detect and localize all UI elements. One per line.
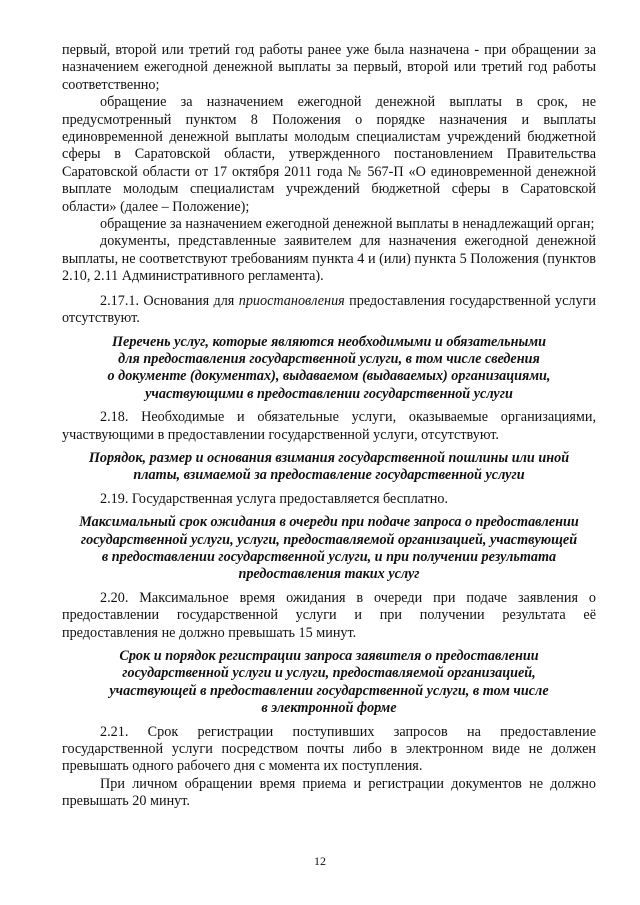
paragraph-2-18: 2.18. Необходимые и обязательные услуги, оказываемые организациями, участвующими в предоставлении государственной услуги, отсутствуют. [62, 409, 596, 443]
text-run: 2.17.1. Основания для [100, 292, 239, 309]
text-run: предоставления государственной услуги отсутствуют. [62, 292, 597, 327]
section-heading [62, 450, 596, 485]
heading-line: государственной услуги и услуги, предоставляемой организацией, [122, 665, 536, 682]
heading-line: в электронной форме [261, 700, 397, 717]
section-heading [62, 648, 596, 718]
paragraph-2-21: 2.21. Срок регистрации поступивших запросов на предоставление государственной услуги посредством почты либо в электронном виде не должен превышать одного рабочего дня с момента их поступления. [62, 723, 596, 775]
italic-term: приостановления [238, 292, 345, 309]
heading-line: о документе (документах), выдаваемом (выдаваемых) организациями, [107, 368, 551, 385]
heading-line: предоставления таких услуг [238, 566, 420, 583]
document-body [62, 42, 596, 811]
paragraph: первый, второй или третий год работы ранее уже была назначена - при обращении за назначением ежегодной денежной выплаты за первый, второй или третий год работы соответственно; [62, 42, 596, 93]
paragraph: документы, представленные заявителем для назначения ежегодной денежной выплаты, не соответствуют требованиям пункта 4 и (или) пункта 5 Положения (пунктов 2.10, 2.11 Административного регламента). [62, 233, 596, 285]
page-number: 12 [314, 854, 326, 868]
heading-line: государственной услуги, услуги, предоставляемой организацией, участвующей [80, 531, 578, 548]
heading-line: в предоставлении государственной услуги, и при получении результата [101, 548, 557, 565]
paragraph-2-19: 2.19. Государственная услуга предоставляется бесплатно. [100, 490, 449, 507]
heading-line: Порядок, размер и основания взимания государственной пошлины или иной [88, 449, 570, 466]
heading-line: участвующей в предоставлении государственной услуги, в том числе [109, 682, 549, 699]
paragraph-2-20: 2.20. Максимальное время ожидания в очереди при подаче заявления о предоставлении государственной услуги и при получении результата её предоставления не должно превышать 15 минут. [62, 589, 596, 641]
section-heading [62, 334, 596, 404]
heading-line: Максимальный срок ожидания в очереди при подаче запроса о предоставлении [79, 514, 579, 531]
heading-line: платы, взимаемой за предоставление государственной услуги [133, 467, 525, 484]
paragraph: обращение за назначением ежегодной денежной выплаты в ненадлежащий орган; [100, 216, 595, 233]
paragraph: обращение за назначением ежегодной денежной выплаты в срок, не предусмотренный пунктом 8 Положения о порядке назначения и выплаты единовременной денежной выплаты молодым специалистам учреждений бюджетной сферы в Саратовской области, утвержденного постановлением Правительства Саратовской области от 17 октября 2011 года № 567-П «О единовременной денежной выплате молодым специалистам учреждений бюджетной сферы в Саратовской области» (далее – Положение); [62, 94, 596, 215]
heading-line: для предоставления государственной услуги, в том числе сведения [118, 350, 540, 367]
heading-line: Перечень услуг, которые являются необходимыми и обязательными [111, 333, 546, 350]
paragraph-2-17-1 [62, 293, 596, 328]
heading-line: Срок и порядок регистрации запроса заявителя о предоставлении [119, 648, 539, 664]
paragraph: При личном обращении время приема и регистрации документов не должно превышать 20 минут. [62, 775, 596, 810]
section-heading [62, 514, 596, 584]
heading-line: участвующими в предоставлении государственной услуги [145, 385, 513, 402]
